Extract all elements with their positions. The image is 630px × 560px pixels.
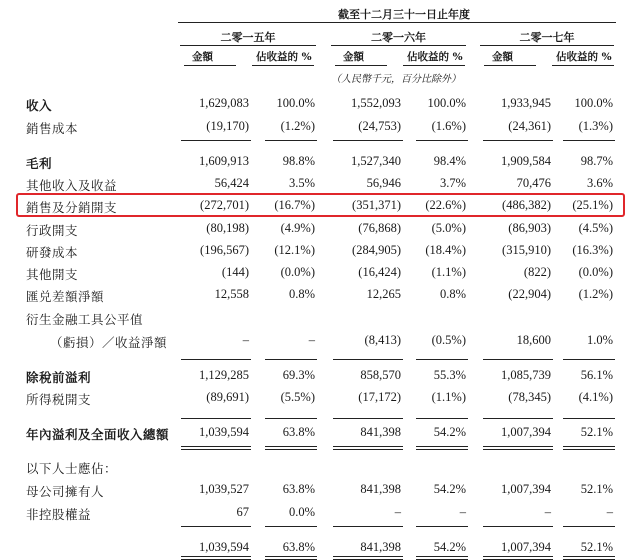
cell-value: (5.5%) xyxy=(280,390,315,404)
cell-value: 1,629,083 xyxy=(199,96,249,110)
row-label: （虧損）／收益淨額 xyxy=(50,335,168,350)
period-rule xyxy=(178,22,616,23)
cell-value: (16.3%) xyxy=(572,243,613,257)
total-rule xyxy=(416,526,468,527)
amount-column-rule xyxy=(484,65,536,66)
year-heading: 二零一七年 xyxy=(519,31,575,44)
cell-value: 3.5% xyxy=(288,176,315,190)
year-rule xyxy=(180,45,316,46)
amount-column-heading: 金額 xyxy=(343,51,364,63)
cell-value: 1,609,913 xyxy=(199,154,249,168)
cell-value: 841,398 xyxy=(360,540,401,554)
year-heading: 二零一六年 xyxy=(371,31,426,44)
cell-value: (22.6%) xyxy=(425,198,466,212)
total-rule xyxy=(265,140,317,141)
cell-value: 12,558 xyxy=(214,287,249,301)
row-label: 收入 xyxy=(26,98,53,113)
period-heading: 截至十二月三十一日止年度 xyxy=(338,8,470,21)
cell-value: 12,265 xyxy=(366,287,401,301)
amount-column-heading: 金額 xyxy=(192,51,213,63)
cell-value: 56,424 xyxy=(214,176,249,190)
total-rule xyxy=(563,449,615,450)
total-rule xyxy=(333,446,403,447)
cell-value: (351,371) xyxy=(352,198,401,212)
row-label: 研發成本 xyxy=(26,245,79,260)
cell-value: 1,085,739 xyxy=(501,368,551,382)
cell-value: 98.4% xyxy=(433,154,466,168)
cell-value: 3.7% xyxy=(439,176,466,190)
total-rule xyxy=(416,449,468,450)
total-rule xyxy=(333,526,403,527)
cell-value: 52.1% xyxy=(580,425,613,439)
percent-column-heading: 佔收益的 % xyxy=(556,51,612,63)
cell-value: – xyxy=(394,505,401,519)
cell-value: (17,172) xyxy=(358,390,401,404)
cell-value: (0.5%) xyxy=(431,333,466,347)
cell-value: 858,570 xyxy=(360,368,401,382)
cell-value: 100.0% xyxy=(276,96,315,110)
cell-value: – xyxy=(606,505,613,519)
row-label: 以下人士應佔： xyxy=(26,461,118,476)
percent-column-heading: 佔收益的 % xyxy=(256,51,312,63)
row-label: 衍生金融工具公平值 xyxy=(26,312,144,327)
row-label: 母公司擁有人 xyxy=(26,484,105,499)
cell-value: (1.3%) xyxy=(578,119,613,133)
cell-value: (144) xyxy=(221,265,249,279)
cell-value: – xyxy=(459,505,466,519)
row-label: 行政開支 xyxy=(26,223,79,238)
total-rule xyxy=(483,359,553,360)
cell-value: 100.0% xyxy=(574,96,613,110)
total-rule xyxy=(181,140,251,141)
total-rule xyxy=(181,449,251,450)
cell-value: 1,007,394 xyxy=(501,482,551,496)
cell-value: (4.1%) xyxy=(578,390,613,404)
total-rule xyxy=(483,449,553,450)
row-label: 銷售成本 xyxy=(26,121,79,136)
cell-value: (1.6%) xyxy=(431,119,466,133)
cell-value: (486,382) xyxy=(502,198,551,212)
total-rule xyxy=(563,446,615,447)
row-label: 所得税開支 xyxy=(26,392,92,407)
cell-value: 841,398 xyxy=(360,425,401,439)
cell-value: 1,007,394 xyxy=(501,425,551,439)
cell-value: 1,527,340 xyxy=(351,154,401,168)
cell-value: (16,424) xyxy=(358,265,401,279)
cell-value: (4.5%) xyxy=(578,221,613,235)
total-rule xyxy=(483,418,553,419)
cell-value: 63.8% xyxy=(282,540,315,554)
cell-value: 1,039,594 xyxy=(199,425,249,439)
cell-value: 69.3% xyxy=(282,368,315,382)
total-rule xyxy=(181,418,251,419)
amount-column-rule xyxy=(184,65,236,66)
cell-value: (22,904) xyxy=(508,287,551,301)
cell-value: (12.1%) xyxy=(274,243,315,257)
percent-column-rule xyxy=(552,65,614,66)
cell-value: (24,361) xyxy=(508,119,551,133)
percent-column-rule xyxy=(252,65,314,66)
cell-value: 0.0% xyxy=(288,505,315,519)
cell-value: (16.7%) xyxy=(274,198,315,212)
cell-value: 52.1% xyxy=(580,540,613,554)
amount-column-heading: 金額 xyxy=(492,51,513,63)
row-label: 毛利 xyxy=(26,156,53,171)
cell-value: 54.2% xyxy=(433,540,466,554)
cell-value: (315,910) xyxy=(502,243,551,257)
row-label: 除稅前溢利 xyxy=(26,370,92,385)
cell-value: (78,345) xyxy=(508,390,551,404)
cell-value: (1.2%) xyxy=(578,287,613,301)
percent-column-rule xyxy=(403,65,465,66)
year-rule xyxy=(331,45,466,46)
total-rule xyxy=(563,418,615,419)
total-rule xyxy=(483,526,553,527)
total-rule xyxy=(265,446,317,447)
cell-value: (80,198) xyxy=(206,221,249,235)
total-rule xyxy=(416,359,468,360)
cell-value: 67 xyxy=(236,505,249,519)
cell-value: 1,552,093 xyxy=(351,96,401,110)
highlight-box xyxy=(16,193,625,217)
cell-value: 54.2% xyxy=(433,482,466,496)
cell-value: (5.0%) xyxy=(431,221,466,235)
total-rule xyxy=(265,418,317,419)
cell-value: 1,933,945 xyxy=(501,96,551,110)
cell-value: 54.2% xyxy=(433,425,466,439)
cell-value: (24,753) xyxy=(358,119,401,133)
cell-value: 18,600 xyxy=(516,333,551,347)
cell-value: (76,868) xyxy=(358,221,401,235)
cell-value: 55.3% xyxy=(433,368,466,382)
row-label: 年內溢利及全面收入總額 xyxy=(26,427,170,442)
amount-column-rule xyxy=(335,65,387,66)
total-rule xyxy=(563,140,615,141)
cell-value: (8,413) xyxy=(364,333,401,347)
cell-value: 1,039,594 xyxy=(199,540,249,554)
total-rule xyxy=(416,140,468,141)
year-heading: 二零一五年 xyxy=(220,31,276,44)
cell-value: (1.2%) xyxy=(280,119,315,133)
cell-value: 100.0% xyxy=(427,96,466,110)
cell-value: 52.1% xyxy=(580,482,613,496)
percent-column-heading: 佔收益的 % xyxy=(407,51,463,63)
total-rule xyxy=(416,446,468,447)
cell-value: (196,567) xyxy=(200,243,249,257)
row-label: 匯兑差額淨額 xyxy=(26,289,105,304)
cell-value: 1,039,527 xyxy=(199,482,249,496)
cell-value: 63.8% xyxy=(282,482,315,496)
cell-value: (1.1%) xyxy=(431,390,466,404)
cell-value: 70,476 xyxy=(516,176,551,190)
cell-value: 1,007,394 xyxy=(501,540,551,554)
cell-value: (284,905) xyxy=(352,243,401,257)
cell-value: 1.0% xyxy=(586,333,613,347)
total-rule xyxy=(563,359,615,360)
cell-value: 1,909,584 xyxy=(501,154,551,168)
cell-value: 841,398 xyxy=(360,482,401,496)
total-rule xyxy=(563,526,615,527)
cell-value: (89,691) xyxy=(206,390,249,404)
cell-value: 1,129,285 xyxy=(199,368,249,382)
cell-value: (1.1%) xyxy=(431,265,466,279)
row-label: 其他開支 xyxy=(26,267,79,282)
total-rule xyxy=(265,359,317,360)
cell-value: 3.6% xyxy=(586,176,613,190)
unit-note: （人民幣千元，百分比除外） xyxy=(331,74,461,85)
cell-value: (18.4%) xyxy=(425,243,466,257)
total-rule xyxy=(333,359,403,360)
cell-value: 98.8% xyxy=(282,154,315,168)
cell-value: (86,903) xyxy=(508,221,551,235)
row-label: 銷售及分銷開支 xyxy=(26,200,118,215)
cell-value: (272,701) xyxy=(200,198,249,212)
cell-value: 0.8% xyxy=(288,287,315,301)
total-rule xyxy=(483,140,553,141)
cell-value: (0.0%) xyxy=(578,265,613,279)
total-rule xyxy=(483,446,553,447)
total-rule xyxy=(265,526,317,527)
cell-value: – xyxy=(242,333,249,347)
total-rule xyxy=(181,359,251,360)
cell-value: (822) xyxy=(523,265,551,279)
cell-value: 63.8% xyxy=(282,425,315,439)
cell-value: (25.1%) xyxy=(572,198,613,212)
row-label: 非控股權益 xyxy=(26,507,92,522)
total-rule xyxy=(333,449,403,450)
year-rule xyxy=(480,45,614,46)
cell-value: (19,170) xyxy=(206,119,249,133)
cell-value: 98.7% xyxy=(580,154,613,168)
cell-value: (0.0%) xyxy=(280,265,315,279)
cell-value: (4.9%) xyxy=(280,221,315,235)
total-rule xyxy=(333,140,403,141)
total-rule xyxy=(265,449,317,450)
cell-value: – xyxy=(544,505,551,519)
total-rule xyxy=(181,526,251,527)
total-rule xyxy=(181,446,251,447)
row-label: 其他收入及收益 xyxy=(26,178,118,193)
cell-value: – xyxy=(308,333,315,347)
cell-value: 56,946 xyxy=(366,176,401,190)
cell-value: 56.1% xyxy=(580,368,613,382)
total-rule xyxy=(416,418,468,419)
cell-value: 0.8% xyxy=(439,287,466,301)
total-rule xyxy=(333,418,403,419)
